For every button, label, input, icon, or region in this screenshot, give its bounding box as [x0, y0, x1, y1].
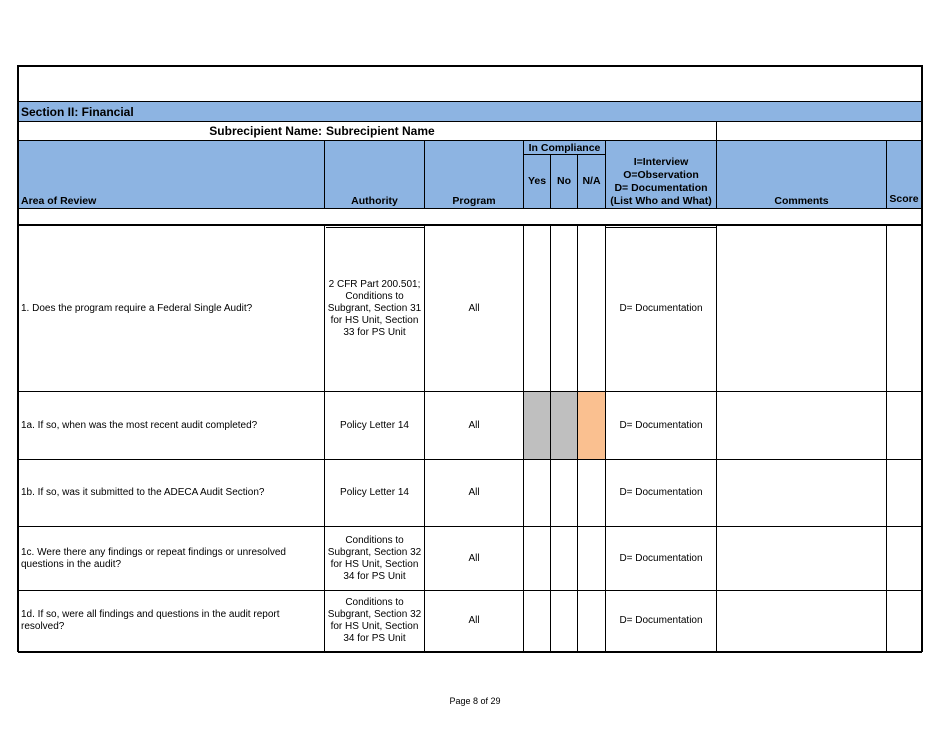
row-1a-yes-shade [523, 391, 550, 459]
row-1b-method: D= Documentation [619, 487, 703, 498]
bottom-border [18, 651, 922, 653]
row-1-method: D= Documentation [619, 302, 703, 314]
subrecipient-label: Subrecipient Name: [209, 124, 322, 138]
row-1-comments-cell[interactable] [717, 226, 886, 391]
rule [550, 225, 551, 652]
header-authority: Authority [351, 194, 398, 207]
row-1b-program: All [468, 487, 480, 498]
row-1b-score-cell[interactable] [887, 460, 921, 526]
rule [18, 140, 922, 141]
page-number: Page 8 of 29 [449, 696, 501, 706]
row-1c-comments-cell[interactable] [717, 527, 886, 590]
row-1c-question: 1c. Were there any findings or repeat findings or unresolved questions in the audit? [21, 546, 286, 570]
row-1a-no-shade [550, 391, 577, 459]
header-area-of-review: Area of Review [21, 194, 97, 207]
section-title: Section II: Financial [21, 105, 134, 119]
legend-interview: I=Interview [633, 156, 689, 168]
header-score: Score [889, 192, 919, 205]
rule [523, 225, 524, 652]
row-1-score-cell[interactable] [887, 226, 921, 391]
header-na: N/A [582, 174, 601, 187]
legend-observation: O=Observation [623, 169, 699, 181]
row-1b-authority: Policy Letter 14 [340, 487, 409, 498]
row-1a-na-shade [577, 391, 605, 459]
row-1-program: All [468, 302, 480, 314]
row-1d-score-cell[interactable] [887, 591, 921, 651]
right-border [921, 65, 923, 652]
legend-list: (List Who and What) [610, 195, 712, 207]
row-1d-authority: Conditions to Subgrant, Section 32 for HS Unit, Section 34 for PS Unit [327, 597, 422, 644]
row-1d-method: D= Documentation [619, 615, 703, 626]
rule [523, 154, 605, 155]
row-1a-authority: Policy Letter 14 [340, 419, 409, 431]
row-1b-question: 1b. If so, was it submitted to the ADECA Audit Section? [21, 487, 265, 498]
row-1c-method: D= Documentation [619, 552, 703, 564]
row-1a-comments-cell[interactable] [717, 392, 886, 459]
row-1d-question: 1d. If so, were all findings and questions in the audit report resolved? [21, 609, 280, 632]
row-1b-comments-cell[interactable] [717, 460, 886, 526]
row-1a-method: D= Documentation [619, 419, 703, 431]
row-1a-score-cell[interactable] [887, 392, 921, 459]
rule [18, 101, 922, 102]
top-border [18, 65, 922, 67]
legend-documentation: D= Documentation [614, 182, 708, 194]
row-1c-program: All [468, 552, 480, 564]
row-1-question: 1. Does the program require a Federal Single Audit? [21, 302, 253, 314]
row-1c-score-cell[interactable] [887, 527, 921, 590]
rule [716, 121, 717, 141]
row-1d-program: All [468, 615, 480, 626]
subrecipient-value[interactable]: Subrecipient Name [326, 124, 435, 138]
rule [577, 225, 578, 652]
row-1a-question: 1a. If so, when was the most recent audit completed? [21, 419, 258, 431]
header-program: Program [452, 194, 496, 207]
header-method-legend [606, 156, 716, 208]
row-1d-comments-cell[interactable] [717, 591, 886, 651]
header-comments: Comments [774, 194, 829, 207]
rule [18, 208, 922, 209]
row-1c-authority: Conditions to Subgrant, Section 32 for HS Unit, Section 34 for PS Unit [327, 534, 422, 582]
header-no: No [557, 174, 571, 187]
header-yes: Yes [527, 174, 547, 187]
header-in-compliance: In Compliance [528, 141, 601, 154]
row-1-authority: 2 CFR Part 200.501; Conditions to Subgrant, Section 31 for HS Unit, Section 33 for PS Unit [327, 278, 422, 338]
row-1a-program: All [468, 419, 480, 431]
